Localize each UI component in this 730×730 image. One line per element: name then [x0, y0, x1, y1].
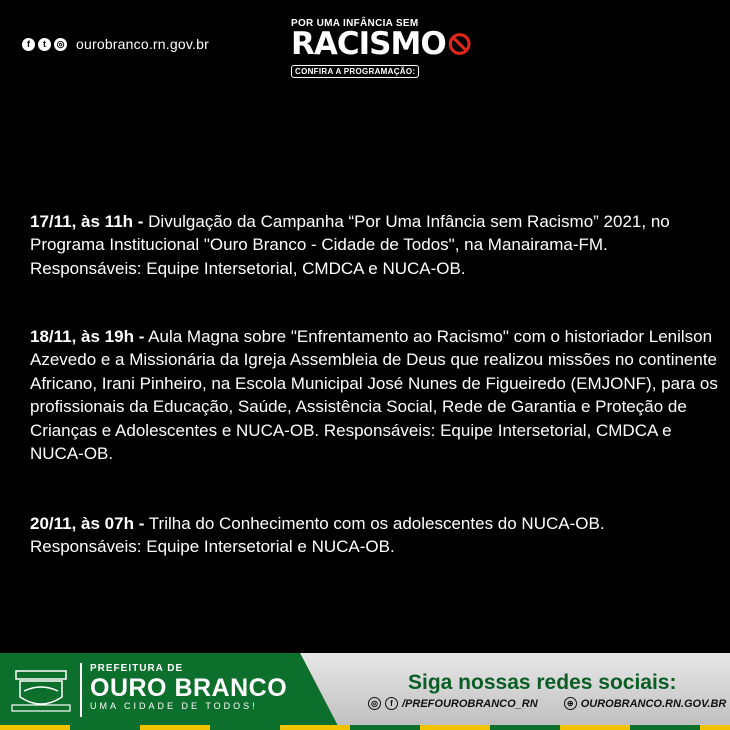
footer-divider [80, 663, 82, 717]
social-handle-link[interactable]: /PREFOUROBRANCO_RN [402, 697, 538, 710]
schedule-text: Aula Magna sobre "Enfrentamento ao Racismo" com o historiador Lenilson Azevedo e a Missionária da Igreja Assembleia de Deus que realizou missões no continente Africano, Irani Pinheiro, na Escola Municipal José Nunes de Figueiredo (EMJONF), para os profissionais da Educação, Saúde, Assistência Social, Rede de Garantia e Proteção de Crianças e Adolescentes e NUCA-OB. Responsáveis: Equipe Intersetorial, CMDCA e NUCA-OB. [30, 327, 718, 464]
instagram-icon[interactable]: ◎ [54, 38, 67, 51]
prohibited-icon [448, 29, 471, 59]
globe-icon[interactable]: ⊕ [564, 697, 577, 710]
city-tagline: UMA CIDADE DE TODOS! [90, 701, 258, 711]
campaign-main [291, 27, 471, 61]
footer-color-stripe [0, 725, 730, 730]
schedule-when: 17/11, às 11h - [30, 212, 144, 231]
prefeitura-label: PREFEITURA DE [90, 663, 184, 674]
schedule-item [30, 210, 720, 280]
facebook-icon[interactable]: f [22, 38, 35, 51]
schedule-item [30, 325, 720, 465]
footer-links [368, 697, 726, 710]
schedule-item [30, 512, 720, 559]
twitter-icon[interactable]: t [38, 38, 51, 51]
footer [0, 653, 730, 730]
schedule-text: Divulgação da Campanha “Por Uma Infância sem Racismo” 2021, no Programa Institucional "Ouro Branco - Cidade de Todos", na Manairama-FM. Responsáveis: Equipe Intersetorial, CMDCA e NUCA-OB. [30, 212, 670, 278]
city-name: OURO BRANCO [90, 674, 288, 702]
campaign-subtitle: CONFIRA A PROGRAMAÇÃO: [291, 65, 419, 78]
campaign-title: RACISMO [291, 26, 446, 62]
campaign-top-text: POR UMA INFÂNCIA SEM [291, 18, 419, 29]
campaign-logo [291, 18, 471, 79]
instagram-icon[interactable]: ◎ [368, 697, 381, 710]
facebook-icon[interactable]: f [385, 697, 398, 710]
city-crest-icon [10, 667, 72, 715]
schedule-when: 20/11, às 07h - [30, 514, 145, 533]
schedule-text: Trilha do Conhecimento com os adolescentes do NUCA-OB. Responsáveis: Equipe Intersetorial e NUCA-OB. [30, 514, 605, 557]
social-links [22, 36, 209, 52]
header [0, 0, 730, 90]
schedule-when: 18/11, às 19h - [30, 327, 145, 346]
website-link[interactable]: ourobranco.rn.gov.br [76, 36, 209, 52]
follow-heading: Siga nossas redes sociais: [408, 671, 677, 694]
footer-website-link[interactable]: OUROBRANCO.RN.GOV.BR [580, 697, 727, 710]
